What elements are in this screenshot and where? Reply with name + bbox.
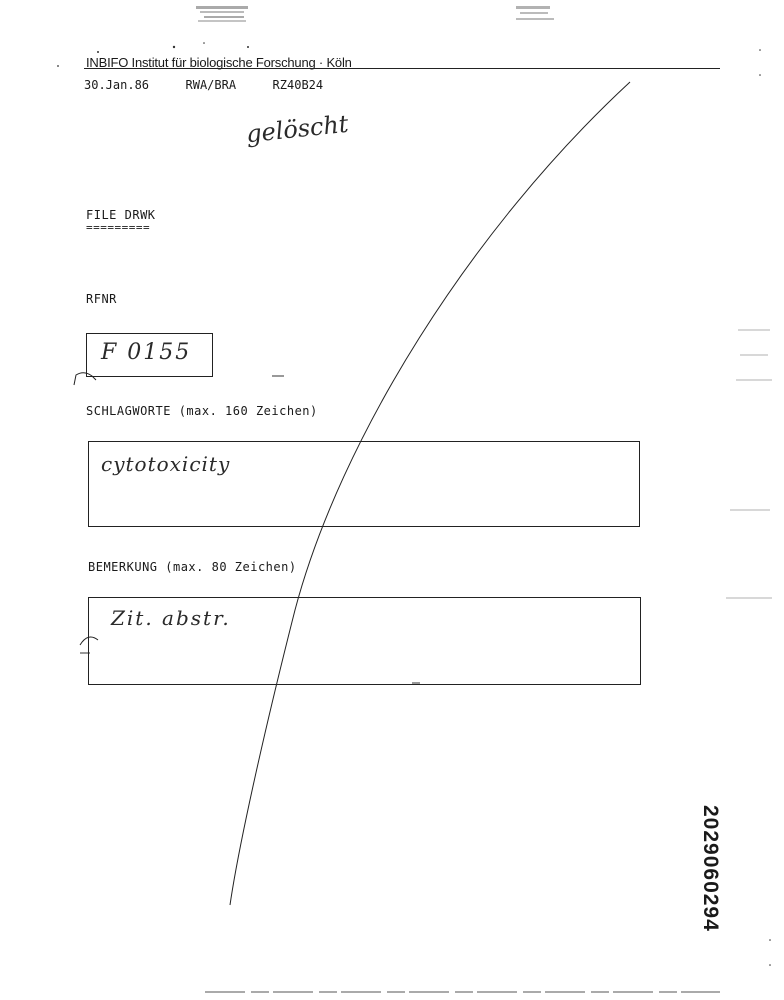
bemerkung-value: Zit. abstr. xyxy=(111,606,231,630)
right-margin-specks xyxy=(726,330,772,598)
bemerkung-label: BEMERKUNG (max. 80 Zeichen) xyxy=(88,560,297,574)
header-meta-line xyxy=(84,78,323,92)
author-initials: RWA/BRA xyxy=(185,78,237,92)
header-rule xyxy=(84,68,720,69)
document-date: 30.Jan.86 xyxy=(84,78,150,92)
rfnr-label: RFNR xyxy=(86,292,117,306)
document-number: 2029060294 xyxy=(699,805,722,932)
schlagworte-field[interactable] xyxy=(88,441,640,527)
institute-header: INBIFO Institut für biologische Forschung · Köln xyxy=(86,55,352,70)
scan-smudge-top-left xyxy=(196,6,248,22)
file-label: FILE DRWK xyxy=(86,208,156,222)
file-label-underline: ========= xyxy=(86,221,151,234)
reference-code: RZ40B24 xyxy=(272,78,324,92)
handwritten-deleted-note: gelöscht xyxy=(244,109,350,149)
scan-smudge-top-right xyxy=(516,6,554,20)
bemerkung-field[interactable] xyxy=(88,597,641,685)
rfnr-value: F 0155 xyxy=(101,340,192,365)
schlagworte-value: cytotoxicity xyxy=(101,452,231,476)
schlagworte-label: SCHLAGWORTE (max. 160 Zeichen) xyxy=(86,404,318,418)
rfnr-field[interactable] xyxy=(86,333,213,377)
